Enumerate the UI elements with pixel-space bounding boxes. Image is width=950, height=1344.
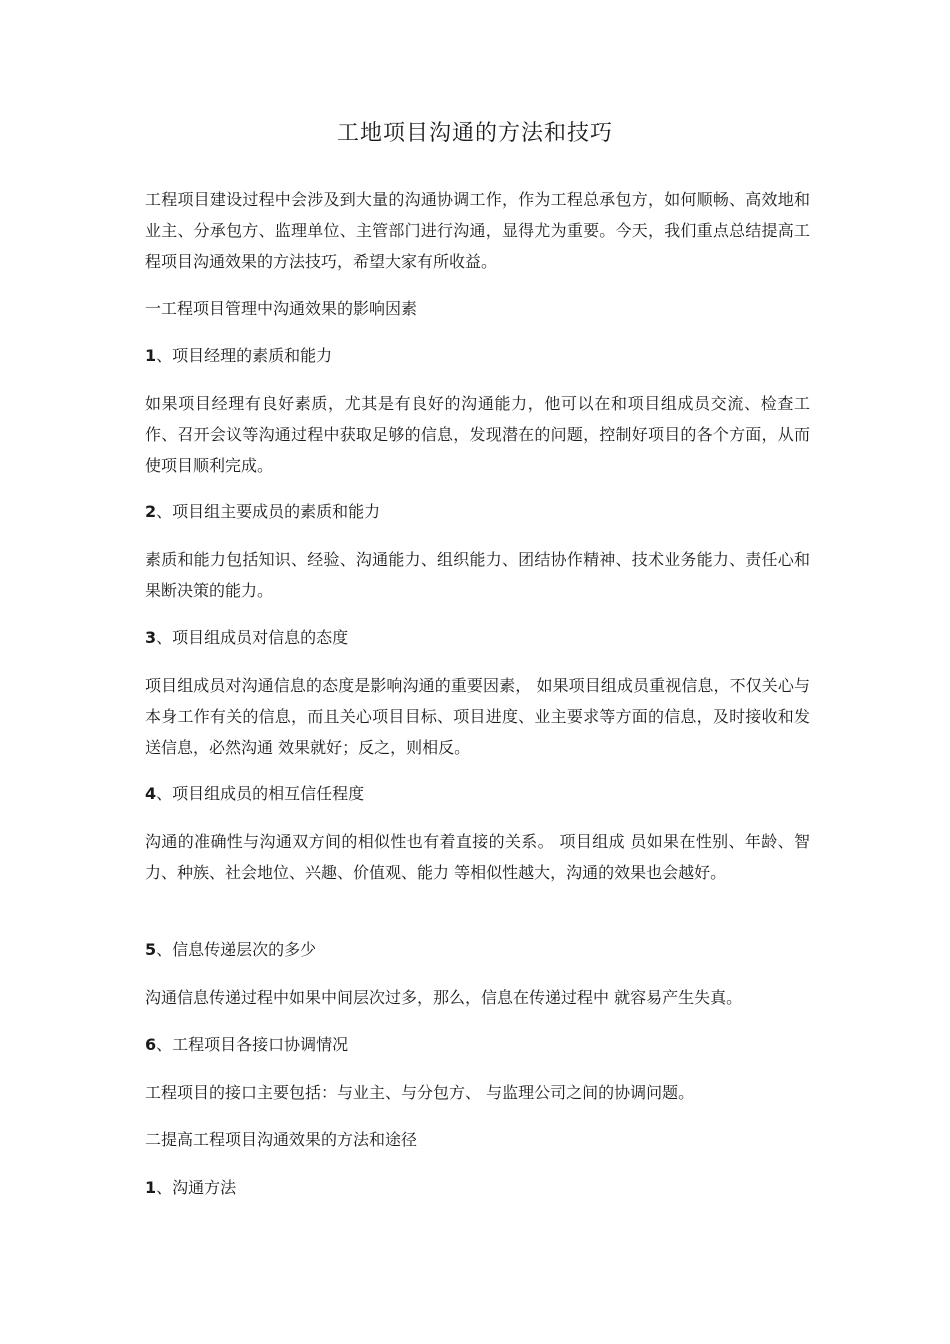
item-number: 6 [145, 1035, 157, 1054]
item-number: 1 [145, 1178, 157, 1197]
item-number: 1 [145, 346, 157, 365]
item-4-heading [145, 778, 810, 809]
item-heading-text: 、项目经理的素质和能力 [156, 346, 333, 365]
item-1-body: 如果项目经理有良好素质，尤其是有良好的沟通能力，他可以在和项目组成员交流、检查工作、召开会议等沟通过程中获取足够的信息，发现潜在的问题，控制好项目的各个方面，从而使项目顺利完成。 [145, 394, 810, 475]
item-number: 2 [145, 502, 157, 521]
item-5-body: 沟通信息传递过程中如果中间层次过多，那么，信息在传递过程中 就容易产生失真。 [145, 988, 743, 1007]
item-heading-text: 、项目组成员对信息的态度 [156, 628, 349, 647]
document-title: 工地项目沟通的方法和技巧 [336, 121, 613, 146]
section-2-title: 二提高工程项目沟通效果的方法和途径 [145, 1130, 418, 1149]
item-1-heading [145, 340, 810, 371]
item-3-body: 项目组成员对沟通信息的态度是影响沟通的重要因素， 如果项目组成员重视信息，不仅关心与本身工作有关的信息，而且关心项目目标、项目进度、业主要求等方面的信息，及时接收和发送信息，必然沟通 效果就好；反之，则相反。 [145, 676, 810, 757]
item-number: 3 [145, 628, 157, 647]
item-3-heading [145, 622, 810, 653]
item-2-body: 素质和能力包括知识、经验、沟通能力、组织能力、团结协作精神、技术业务能力、责任心和果断决策的能力。 [145, 550, 810, 600]
item-number: 4 [145, 784, 157, 803]
item-6-heading [145, 1029, 810, 1060]
section-2-item-1-heading [145, 1172, 810, 1203]
item-4-body: 沟通的准确性与沟通双方间的相似性也有着直接的关系。 项目组成 员如果在性别、年龄、智力、种族、社会地位、兴趣、价值观、能力 等相似性越大，沟通的效果也会越好。 [145, 832, 810, 882]
item-5-heading [145, 934, 810, 965]
item-heading-text: 、信息传递层次的多少 [156, 940, 317, 959]
item-number: 5 [145, 940, 157, 959]
item-heading-text: 、项目组主要成员的素质和能力 [156, 502, 381, 521]
section-1-title: 一工程项目管理中沟通效果的影响因素 [145, 299, 418, 318]
item-2-heading [145, 496, 810, 527]
item-heading-text: 、工程项目各接口协调情况 [156, 1035, 349, 1054]
item-heading-text: 、项目组成员的相互信任程度 [156, 784, 365, 803]
intro-paragraph: 工程项目建设过程中会涉及到大量的沟通协调工作，作为工程总承包方，如何顺畅、高效地和业主、分承包方、监理单位、主管部门进行沟通，显得尤为重要。今天，我们重点总结提高工程项目沟通效果的方法技巧，希望大家有所收益。 [145, 190, 810, 271]
item-heading-text: 、沟通方法 [156, 1178, 237, 1197]
item-6-body: 工程项目的接口主要包括：与业主、与分包方、 与监理公司之间的协调问题。 [145, 1083, 695, 1102]
